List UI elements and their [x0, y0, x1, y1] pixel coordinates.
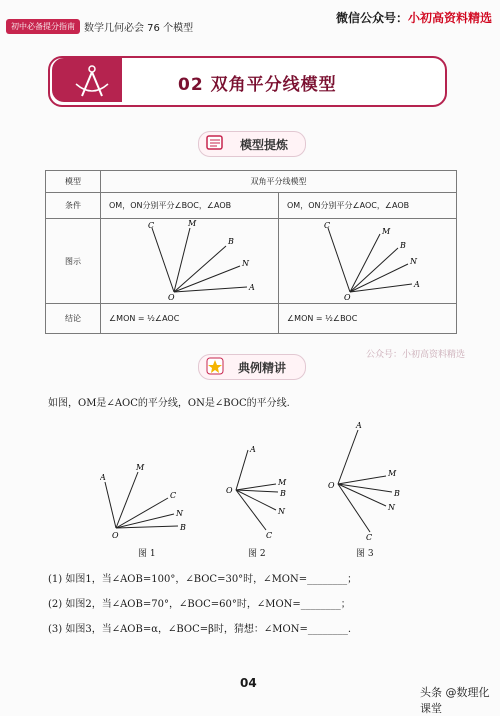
source-watermark: 头条 @数理化课堂: [420, 686, 490, 715]
section-title-model: 模型提炼: [240, 138, 289, 152]
point-label-n: N: [410, 257, 417, 266]
conclusion-left: ∠MON = ½∠AOC: [101, 304, 279, 334]
figure-1-diagram: [100, 458, 200, 540]
figure-3-diagram: [326, 416, 416, 542]
point-label-m: M: [382, 227, 391, 236]
problem-intro: 如图，OM是∠AOC的平分线，ON是∠BOC的平分线.: [48, 398, 290, 409]
point-label-a: A: [356, 421, 362, 430]
table-header-value: 双角平分线模型: [101, 171, 457, 193]
table-header-label: 模型: [46, 171, 101, 193]
point-label-m: M: [278, 478, 287, 487]
question-3: (3) 如图3，当∠AOB=α，∠BOC=β时，猜想：∠MON=________.: [48, 624, 352, 635]
figure-3-caption: 图 3: [356, 549, 374, 559]
point-label-m: M: [188, 220, 197, 228]
point-label-o: O: [344, 293, 351, 300]
point-label-b: B: [394, 489, 400, 498]
faint-watermark: 公众号：小初高资料精选: [366, 350, 466, 360]
star-icon: [206, 357, 224, 379]
point-label-n: N: [388, 503, 395, 512]
figure-2-caption: 图 2: [248, 549, 266, 559]
point-label-c: C: [366, 533, 373, 542]
conclusion-label: 结论: [46, 304, 101, 334]
notebook-icon: [206, 134, 224, 156]
point-label-n: N: [278, 507, 285, 516]
table-row: [46, 171, 457, 193]
model-table: [45, 170, 457, 334]
point-label-c: C: [148, 221, 155, 230]
bisector-diagram-right: [280, 220, 455, 300]
book-badge: 初中必备提分指南: [6, 19, 80, 34]
point-label-n: N: [176, 509, 183, 518]
point-label-n: N: [242, 259, 249, 268]
compass-logo: [52, 58, 122, 102]
page-number: 04: [240, 676, 257, 690]
point-label-c: C: [170, 491, 177, 500]
condition-left: OM，ON分别平分∠BOC，∠AOB: [101, 193, 279, 219]
conclusion-right: ∠MON = ½∠BOC: [279, 304, 457, 334]
section-title-example: 典例精讲: [238, 361, 287, 375]
point-label-c: C: [266, 531, 273, 540]
point-label-c: C: [324, 221, 331, 230]
bisector-diagram-left: [102, 220, 277, 300]
wechat-prefix: 微信公众号：: [335, 11, 408, 25]
point-label-b: B: [400, 241, 406, 250]
point-label-b: B: [228, 237, 234, 246]
wechat-name: 小初高资料精选: [407, 11, 492, 25]
point-label-a: A: [250, 445, 256, 454]
point-label-a: A: [100, 473, 106, 482]
point-label-a: A: [249, 283, 255, 292]
figure-2-diagram: [222, 440, 302, 540]
condition-label: 条件: [46, 193, 101, 219]
point-label-a: A: [414, 280, 420, 289]
point-label-o: O: [168, 293, 175, 300]
point-label-b: B: [280, 489, 286, 498]
table-row: [46, 304, 457, 334]
point-label-o: O: [112, 531, 119, 540]
question-2: (2) 如图2，当∠AOB=70°，∠BOC=60°时，∠MON=________；: [48, 599, 351, 610]
table-row: [46, 193, 457, 219]
point-label-o: O: [226, 486, 233, 495]
table-row: [46, 219, 457, 304]
point-label-b: B: [180, 523, 186, 532]
table-figure-left: [101, 219, 279, 304]
figure-1-caption: 图 1: [138, 549, 156, 559]
wechat-account: [336, 9, 492, 26]
table-figure-right: [279, 219, 457, 304]
point-label-o: O: [328, 481, 335, 490]
compass-icon: [52, 58, 122, 102]
question-1: (1) 如图1，当∠AOB=100°，∠BOC=30°时，∠MON=________；: [48, 574, 358, 585]
figure-label: 图示: [46, 219, 101, 304]
point-label-m: M: [388, 469, 397, 478]
condition-right: OM，ON分别平分∠AOC，∠AOB: [279, 193, 457, 219]
book-title: 数学几何必会 76 个模型: [84, 23, 194, 34]
chapter-title: 02 双角平分线模型: [178, 75, 337, 95]
point-label-m: M: [136, 463, 145, 472]
